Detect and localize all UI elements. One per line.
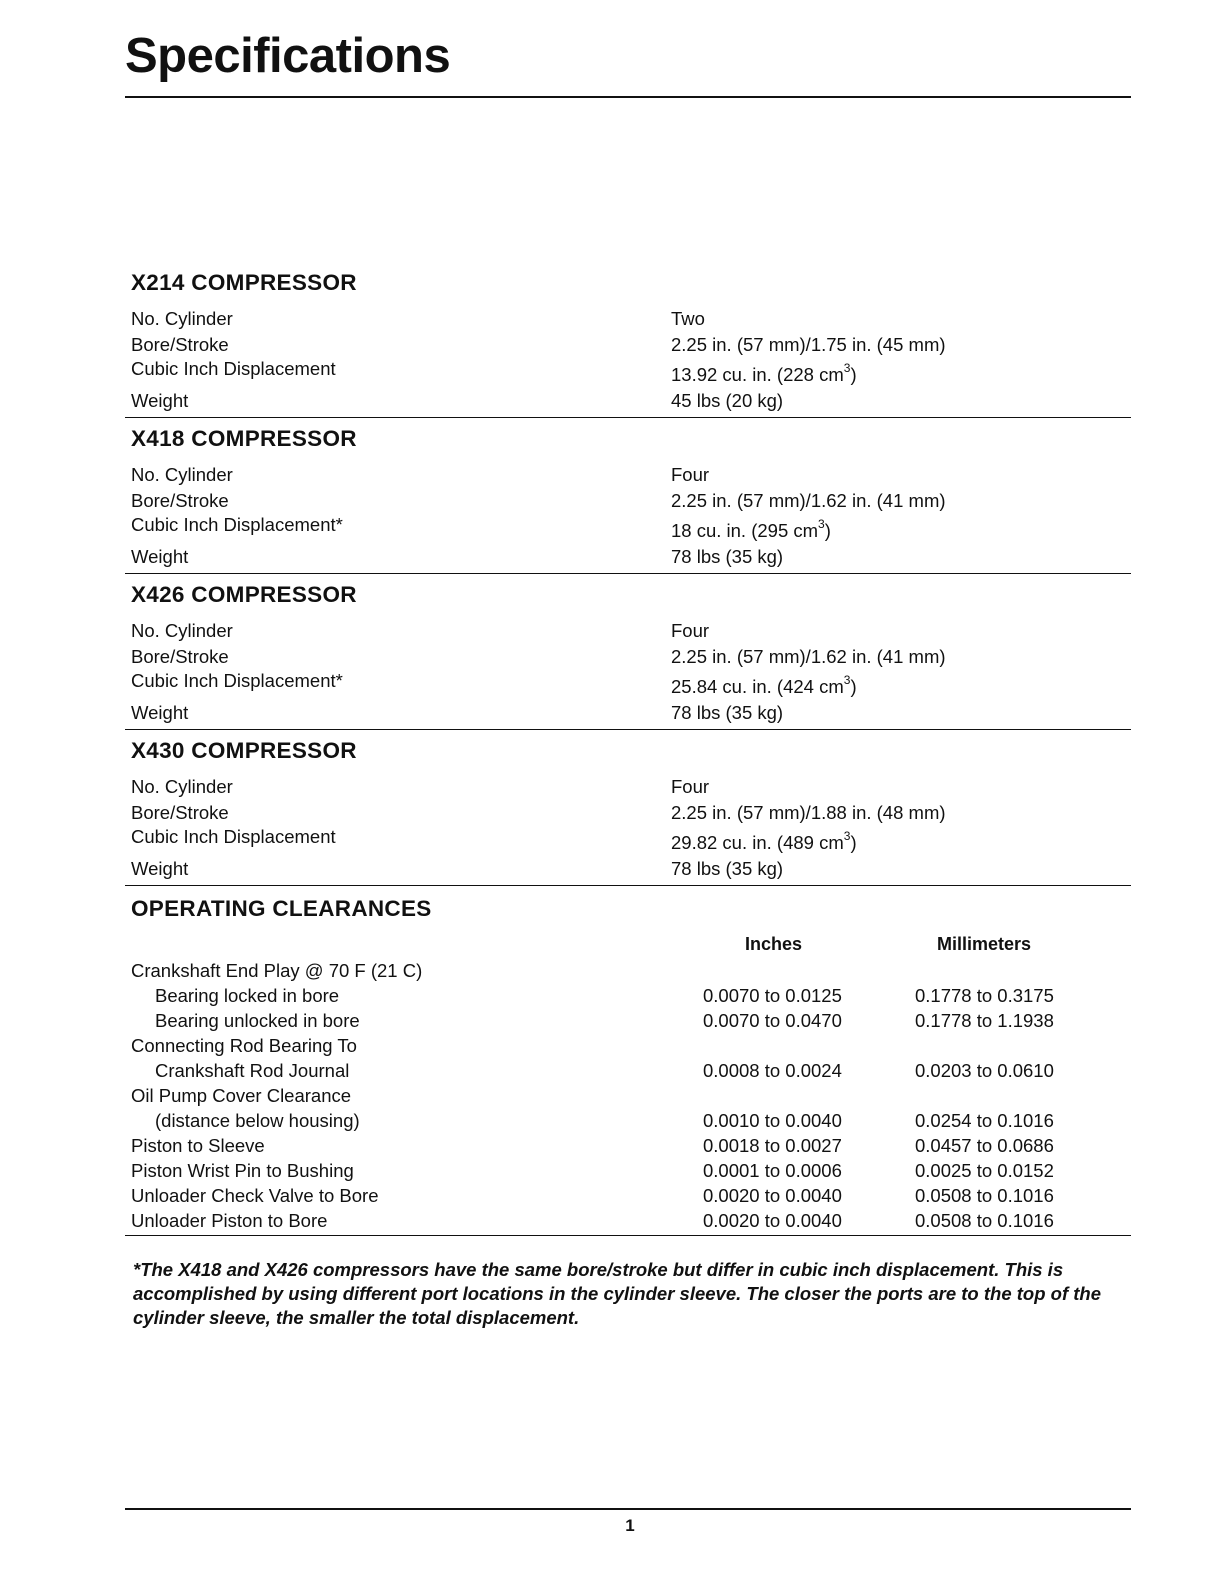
column-header-millimeters: Millimeters [937, 934, 1032, 954]
spec-row [125, 800, 1131, 826]
clearance-row [125, 1185, 1131, 1210]
spec-value: 45 lbs (20 kg) [671, 390, 784, 411]
spec-label: Cubic Inch Displacement* [131, 670, 343, 691]
spec-row [125, 856, 1131, 882]
spec-row [125, 644, 1131, 670]
superscript: 3 [843, 360, 851, 375]
clearance-label: Oil Pump Cover Clearance [131, 1085, 352, 1106]
clearance-inches: 0.0008 to 0.0024 [703, 1060, 842, 1081]
clearance-inches: 0.0070 to 0.0125 [703, 985, 842, 1006]
clearance-label: Piston Wrist Pin to Bushing [131, 1160, 354, 1181]
spec-value: Four [671, 620, 710, 641]
spec-label: Weight [131, 390, 189, 411]
spec-section-x214 [125, 268, 1131, 418]
operating-clearances [125, 894, 1131, 1236]
clearance-rows [125, 960, 1131, 1235]
spec-label: Cubic Inch Displacement [131, 826, 336, 847]
section-divider [125, 885, 1131, 886]
spec-row [125, 388, 1131, 414]
spec-value: 78 lbs (35 kg) [671, 858, 784, 879]
clearance-row [125, 1035, 1131, 1060]
spec-label: No. Cylinder [131, 620, 233, 641]
spec-value: 2.25 in. (57 mm)/1.75 in. (45 mm) [671, 334, 946, 355]
spec-value: 2.25 in. (57 mm)/1.62 in. (41 mm) [671, 646, 946, 667]
clearance-row [125, 1135, 1131, 1160]
section-divider [125, 417, 1131, 418]
spec-row [125, 670, 1131, 700]
spec-row [125, 488, 1131, 514]
spec-value: Two [671, 308, 705, 329]
spec-label: Weight [131, 858, 189, 879]
spec-value: 2.25 in. (57 mm)/1.62 in. (41 mm) [671, 490, 946, 511]
clearance-millimeters: 0.0457 to 0.0686 [915, 1135, 1054, 1156]
spec-label: Bore/Stroke [131, 490, 229, 511]
clearance-row [125, 1010, 1131, 1035]
clearance-millimeters: 0.0508 to 0.1016 [915, 1210, 1054, 1231]
spec-row [125, 462, 1131, 488]
section-heading: X214 COMPRESSOR [131, 270, 357, 295]
spec-label: Bore/Stroke [131, 334, 229, 355]
spec-label: Cubic Inch Displacement* [131, 514, 343, 535]
clearance-inches: 0.0020 to 0.0040 [703, 1210, 842, 1231]
spec-value: 78 lbs (35 kg) [671, 546, 784, 567]
clearance-inches: 0.0020 to 0.0040 [703, 1185, 842, 1206]
clearance-millimeters: 0.0203 to 0.0610 [915, 1060, 1054, 1081]
clearance-inches: 0.0018 to 0.0027 [703, 1135, 842, 1156]
value-text: 25.84 cu. in. (424 cm [671, 676, 844, 697]
clearance-millimeters: 0.0508 to 0.1016 [915, 1185, 1054, 1206]
value-text: 13.92 cu. in. (228 cm [671, 364, 844, 385]
spec-label: Cubic Inch Displacement [131, 358, 336, 379]
section-divider [125, 729, 1131, 730]
spec-value: 2.25 in. (57 mm)/1.88 in. (48 mm) [671, 802, 946, 823]
value-text: 29.82 cu. in. (489 cm [671, 832, 844, 853]
clearance-label: Crankshaft End Play @ 70 F (21 C) [131, 960, 423, 981]
clearance-label: (distance below housing) [155, 1110, 360, 1131]
section-heading: X430 COMPRESSOR [131, 738, 357, 763]
clearance-row [125, 1210, 1131, 1235]
spec-value [671, 516, 831, 542]
spec-label: No. Cylinder [131, 308, 233, 329]
column-header-inches: Inches [745, 934, 803, 954]
spec-value [671, 828, 857, 854]
value-suffix: ) [824, 520, 831, 541]
section-heading: X418 COMPRESSOR [131, 426, 357, 451]
spec-label: Bore/Stroke [131, 802, 229, 823]
spec-label: Weight [131, 702, 189, 723]
spec-row [125, 332, 1131, 358]
column-headers [125, 934, 1131, 960]
superscript: 3 [818, 516, 825, 531]
clearance-label: Unloader Piston to Bore [131, 1210, 328, 1231]
clearance-millimeters: 0.0254 to 0.1016 [915, 1110, 1054, 1131]
clearance-row [125, 985, 1131, 1010]
clearance-row [125, 1060, 1131, 1085]
spec-row [125, 358, 1131, 388]
clearance-row [125, 1085, 1131, 1110]
title-divider [125, 96, 1131, 98]
clearance-row [125, 960, 1131, 985]
spec-label: No. Cylinder [131, 464, 233, 485]
clearance-label: Unloader Check Valve to Bore [131, 1185, 379, 1206]
section-heading: X426 COMPRESSOR [131, 582, 357, 607]
clearance-label: Piston to Sleeve [131, 1135, 265, 1156]
value-suffix: ) [850, 832, 857, 853]
spec-label: No. Cylinder [131, 776, 233, 797]
clearance-label: Connecting Rod Bearing To [131, 1035, 357, 1056]
spec-section-x430 [125, 736, 1131, 886]
clearance-inches: 0.0001 to 0.0006 [703, 1160, 842, 1181]
value-suffix: ) [850, 364, 857, 385]
spec-row [125, 618, 1131, 644]
spec-row [125, 826, 1131, 856]
spec-value [671, 672, 857, 698]
clearance-inches: 0.0010 to 0.0040 [703, 1110, 842, 1131]
spec-value: 78 lbs (35 kg) [671, 702, 784, 723]
value-suffix: ) [850, 676, 857, 697]
clearance-row [125, 1160, 1131, 1185]
value-text: 18 cu. in. (295 cm [671, 520, 819, 541]
clearance-millimeters: 0.1778 to 0.3175 [915, 985, 1054, 1006]
spec-section-x418 [125, 424, 1131, 574]
spec-row [125, 306, 1131, 332]
spec-row [125, 774, 1131, 800]
footer-divider [125, 1508, 1131, 1510]
spec-value: Four [671, 464, 710, 485]
page-title: Specifications [125, 29, 451, 83]
clearance-label: Crankshaft Rod Journal [155, 1060, 350, 1081]
clearance-row [125, 1110, 1131, 1135]
spec-row [125, 700, 1131, 726]
page-number: 1 [625, 1516, 635, 1535]
spec-row [125, 544, 1131, 570]
spec-section-x426 [125, 580, 1131, 730]
clearance-millimeters: 0.0025 to 0.0152 [915, 1160, 1054, 1181]
footnote: *The X418 and X426 compressors have the same bore/stroke but differ in cubic inch displacement. This is accomplished by using different port locations in the cylinder sleeve. The closer the ports are to the top of the cylinder sleeve, the smaller the total displacement. [133, 1259, 1102, 1328]
clearance-label: Bearing unlocked in bore [155, 1010, 360, 1031]
spec-value: Four [671, 776, 710, 797]
section-divider [125, 573, 1131, 574]
spec-row [125, 514, 1131, 544]
clearance-label: Bearing locked in bore [155, 985, 340, 1006]
spec-label: Bore/Stroke [131, 646, 229, 667]
superscript: 3 [843, 672, 851, 687]
clearance-inches: 0.0070 to 0.0470 [703, 1010, 842, 1031]
table-bottom-divider [125, 1235, 1131, 1236]
clearance-millimeters: 0.1778 to 1.1938 [915, 1010, 1054, 1031]
section-heading: OPERATING CLEARANCES [131, 896, 432, 921]
superscript: 3 [843, 828, 851, 843]
spec-value [671, 360, 857, 386]
spec-label: Weight [131, 546, 189, 567]
